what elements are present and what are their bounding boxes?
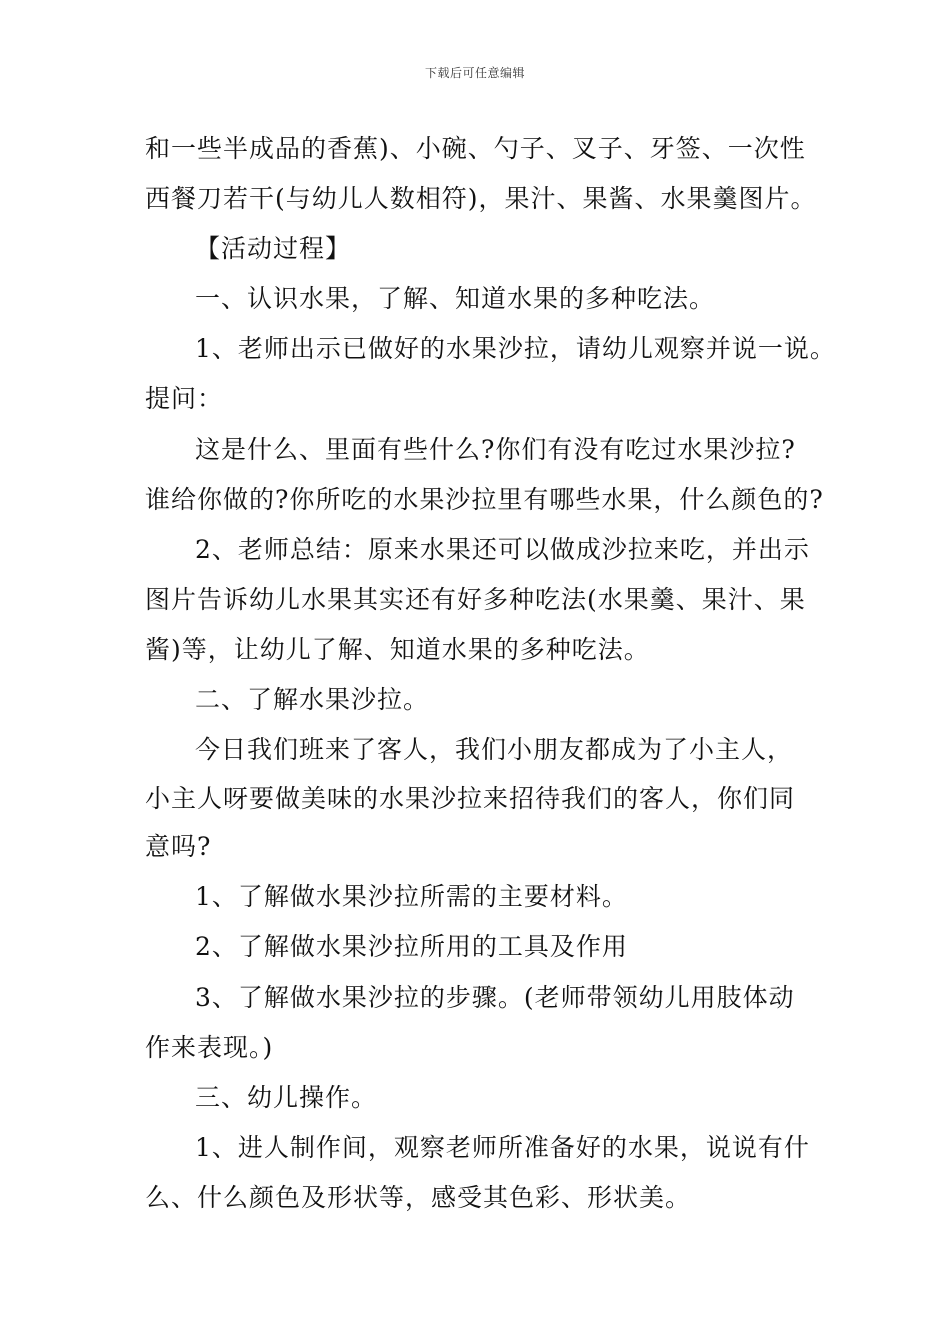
text-line: 今日我们班来了客人，我们小朋友都成为了小主人， (195, 735, 794, 764)
text-line: 意吗? (145, 832, 212, 861)
text-line: 西餐刀若干(与幼儿人数相符)，果汁、果酱、水果羹图片。 (145, 184, 817, 213)
text-line: 图片告诉幼儿水果其实还有好多种吃法(水果羹、果汁、果 (145, 585, 806, 614)
text-line: 二、了解水果沙拉。 (195, 685, 430, 714)
text-line: 小主人呀要做美味的水果沙拉来招待我们的客人，你们同 (145, 784, 796, 813)
text-line: 这是什么、里面有些什么?你们有没有吃过水果沙拉? (195, 435, 796, 464)
text-line: 3、了解做水果沙拉的步骤。(老师带领幼儿用肢体动 (195, 983, 795, 1012)
text-line: 三、幼儿操作。 (195, 1083, 378, 1112)
section-heading: 【活动过程】 (195, 234, 352, 263)
text-line: 2、老师总结：原来水果还可以做成沙拉来吃，并出示 (195, 535, 810, 564)
text-line: 和一些半成品的香蕉)、小碗、勺子、叉子、牙签、一次性 (145, 134, 806, 163)
text-line: 酱)等，让幼儿了解、知道水果的多种吃法。 (145, 635, 650, 664)
text-line: 1、进人制作间，观察老师所准备好的水果，说说有什 (195, 1133, 810, 1162)
text-line: 么、什么颜色及形状等，感受其色彩、形状美。 (145, 1183, 692, 1212)
text-line: 作来表现。) (145, 1033, 274, 1062)
text-line: 谁给你做的?你所吃的水果沙拉里有哪些水果，什么颜色的? (145, 485, 824, 514)
text-line: 提问： (145, 384, 224, 413)
text-line: 一、认识水果，了解、知道水果的多种吃法。 (195, 284, 716, 313)
text-line: 1、了解做水果沙拉所需的主要材料。 (195, 882, 628, 911)
page-header-note: 下载后可任意编辑 (424, 66, 525, 80)
text-line: 2、了解做水果沙拉所用的工具及作用 (195, 932, 628, 961)
text-line: 1、老师出示已做好的水果沙拉，请幼儿观察并说一说。 (195, 334, 836, 363)
